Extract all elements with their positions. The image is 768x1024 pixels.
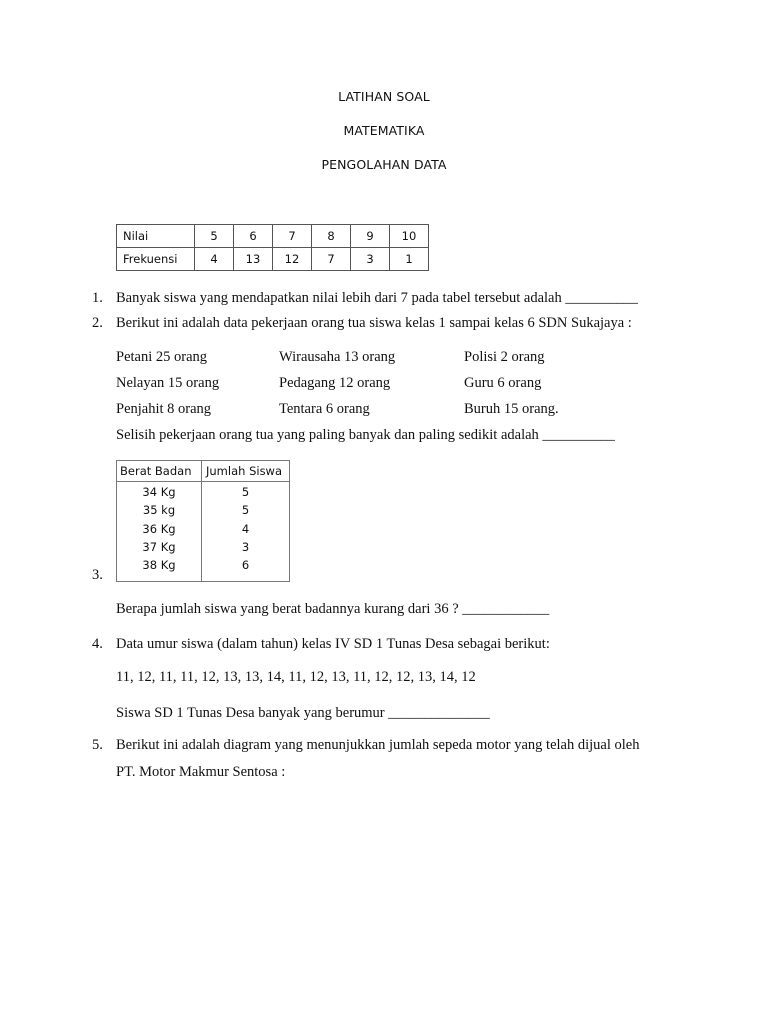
table-row-label: Nilai	[117, 225, 195, 248]
table-cell: 5	[195, 225, 234, 248]
table-cell: 12	[273, 248, 312, 271]
job-item: Penjahit 8 orang	[116, 401, 212, 417]
table-cell: 6	[234, 225, 273, 248]
berat-badan-table	[116, 460, 290, 582]
question-text: Banyak siswa yang mendapatkan nilai lebih dari 7 pada tabel tersebut adalah __________	[116, 290, 638, 306]
job-item: Pedagang 12 orang	[279, 375, 391, 391]
table-cell: 36 Kg	[142, 521, 176, 536]
question-3-number: 3.	[92, 567, 103, 583]
table-cell: 9	[351, 225, 390, 248]
question-text: Data umur siswa (dalam tahun) kelas IV SD 1 Tunas Desa sebagai berikut:	[116, 636, 550, 652]
question-4	[92, 636, 550, 653]
question-4-prompt: Siswa SD 1 Tunas Desa banyak yang berumur ______________	[116, 705, 490, 721]
table-cell: 3	[351, 248, 390, 271]
table-cell: 7	[273, 225, 312, 248]
question-1	[92, 290, 638, 307]
job-item: Buruh 15 orang.	[464, 401, 559, 417]
table-cell: 35 kg	[142, 503, 176, 518]
age-data: 11, 12, 11, 11, 12, 13, 13, 14, 11, 12, 13, 11, 12, 12, 13, 14, 12	[116, 669, 476, 685]
table-cell: 10	[390, 225, 429, 248]
table-cell: 8	[312, 225, 351, 248]
question-number: 1.	[92, 290, 103, 306]
question-number: 2.	[92, 315, 103, 331]
table-header-cell: Berat Badan	[120, 464, 192, 478]
question-number: 5.	[92, 737, 103, 753]
table-row-label: Frekuensi	[117, 248, 195, 271]
table-header-cell: Jumlah Siswa	[206, 464, 283, 478]
doc-title-pengolahan-data: PENGOLAHAN DATA	[321, 157, 447, 172]
job-item: Wirausaha 13 orang	[279, 349, 396, 365]
table-cell: 13	[234, 248, 273, 271]
question-text: Berikut ini adalah diagram yang menunjukkan jumlah sepeda motor yang telah dijual oleh	[116, 737, 640, 753]
table-row	[117, 522, 289, 540]
nilai-frekuensi-table	[116, 224, 429, 271]
table-cell: 6	[241, 558, 250, 573]
table-cell: 4	[241, 521, 250, 536]
question-2	[92, 315, 632, 332]
table-row	[117, 225, 429, 248]
job-item: Petani 25 orang	[116, 349, 208, 365]
job-item: Nelayan 15 orang	[116, 375, 220, 391]
question-number: 4.	[92, 636, 103, 652]
job-item: Guru 6 orang	[464, 375, 542, 391]
question-2-prompt: Selisih pekerjaan orang tua yang paling banyak dan paling sedikit adalah __________	[116, 427, 615, 443]
doc-title-latihan-soal: LATIHAN SOAL	[338, 89, 430, 104]
table-row	[117, 503, 289, 521]
question-text: Berikut ini adalah data pekerjaan orang tua siswa kelas 1 sampai kelas 6 SDN Sukajaya :	[116, 315, 632, 331]
table-cell: 37 Kg	[142, 539, 176, 554]
table-cell: 5	[241, 485, 250, 499]
table-row	[117, 485, 289, 503]
table-cell: 1	[390, 248, 429, 271]
table-cell: 3	[241, 539, 250, 554]
job-item: Polisi 2 orang	[464, 349, 545, 365]
doc-title-matematika: MATEMATIKA	[343, 123, 425, 138]
table-cell: 5	[241, 503, 250, 518]
table-row	[117, 540, 289, 558]
table-cell: 4	[195, 248, 234, 271]
job-item: Tentara 6 orang	[279, 401, 370, 417]
question-5-line2: PT. Motor Makmur Sentosa :	[116, 764, 286, 780]
table-cell: 38 Kg	[142, 558, 176, 573]
table-cell: 7	[312, 248, 351, 271]
table-row	[117, 248, 429, 271]
question-3-prompt: Berapa jumlah siswa yang berat badannya kurang dari 36 ? ____________	[116, 601, 550, 617]
table-cell: 34 Kg	[142, 485, 176, 499]
table-row	[117, 558, 289, 576]
question-5	[92, 737, 639, 754]
